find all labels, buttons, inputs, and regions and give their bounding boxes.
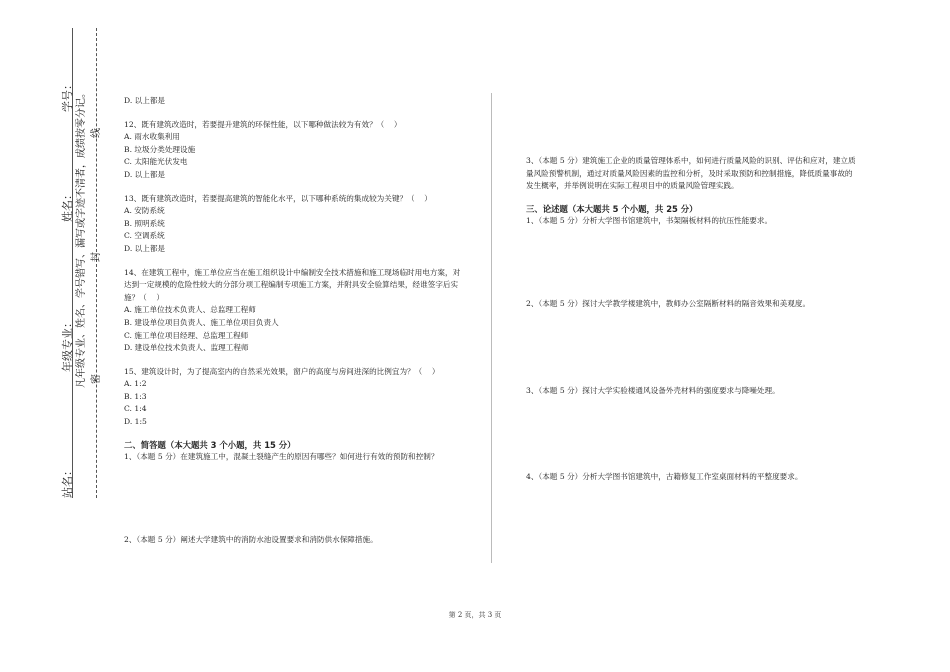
label-station: 站名：	[61, 465, 74, 498]
option: D. 1:5	[124, 417, 147, 427]
option: D. 建设单位技术负责人、监理工程师	[124, 343, 249, 353]
label-student-id: 学号：	[61, 79, 74, 112]
option: B. 建设单位项目负责人、施工单位项目负责人	[124, 317, 279, 327]
label-major: 年级专业：	[61, 317, 74, 372]
seal-char-secret: 密	[91, 374, 102, 384]
essay-question-3: 3、（本题 5 分）探讨大学实验楼通风设备外壳材料的强度要求与降噪处理。	[526, 385, 780, 395]
section-title-short-answer: 二、简答题（本大题共 3 个小题，共 15 分）	[124, 439, 296, 450]
short-answer-question-2: 2、（本题 5 分）阐述大学建筑中的消防水池设置要求和消防供水保障措施。	[124, 534, 378, 544]
column-divider	[491, 93, 492, 563]
page-number: 第 2 页，共 3 页	[448, 611, 502, 619]
question-15	[124, 366, 464, 429]
essay-question-2: 2、（本题 5 分）探讨大学教学楼建筑中，教师办公室隔断材料的隔音效果和美观度。	[526, 298, 811, 308]
option: C. 太阳能光伏发电	[124, 157, 188, 167]
option: D. 以上都是	[124, 169, 166, 179]
option: C. 施工单位项目经理、总监理工程师	[124, 330, 249, 340]
binding-instruction: 凡年级专业、姓名、学号错写、漏写或字迹不清者，成绩按零分记。	[76, 88, 87, 388]
right-column	[526, 155, 856, 484]
question-14	[124, 267, 464, 355]
seal-char-seal: 封	[91, 252, 102, 262]
question-stem: 12、既有建筑改造时，若要提升建筑的环保性能，以下哪种做法较为有效？（ ）	[124, 119, 402, 129]
option: A. 施工单位技术负责人、总监理工程师	[124, 305, 256, 315]
binding-line-dashed	[96, 28, 97, 498]
question-stem: 15、建筑设计时，为了提高室内的自然采光效果，窗户的高度与房间进深的比例宜为？（ ）	[124, 366, 440, 376]
short-answer-question-1: 1、（本题 5 分）在建筑施工中，混凝土裂缝产生的原因有哪些？如何进行有效的预防和控制？	[124, 452, 439, 462]
option: D. 以上都是	[124, 243, 166, 253]
question-13	[124, 193, 464, 256]
label-name: 姓名：	[61, 189, 74, 222]
section-title-essay: 三、论述题（本大题共 5 个小题，共 25 分）	[526, 203, 698, 214]
option: C. 空调系统	[124, 231, 165, 241]
option: B. 1:3	[124, 391, 147, 401]
seal-char-line: 线	[91, 128, 102, 138]
option: B. 垃圾分类处理设施	[124, 144, 196, 154]
option: C. 1:4	[124, 404, 147, 414]
binding-strip	[0, 0, 110, 672]
question-12	[124, 119, 464, 182]
left-column	[124, 95, 464, 546]
option: B. 照明系统	[124, 218, 165, 228]
previous-option-tail: D. 以上都是	[124, 96, 166, 105]
option: A. 安防系统	[124, 206, 165, 216]
essay-question-1: 1、（本题 5 分）分析大学图书馆建筑中，书架隔板材料的抗压性能要求。	[526, 216, 773, 226]
short-answer-question-3: 3、（本题 5 分）建筑施工企业的质量管理体系中，如何进行质量风险的识别、评估和应对，建立质量风险预警机制，通过对质量风险因素的监控和分析，及时采取预防和控制措施，降低质量事故的发生概率，并举例说明在实际工程项目中的质量风险管理实践。	[526, 156, 856, 191]
question-stem: 14、在建筑工程中，施工单位应当在施工组织设计中编制安全技术措施和施工现场临时用电方案，对达到一定规模的危险性较大的分部分项工程编制专项施工方案，并附具安全验算结果，经谁签字后实施？（ ）	[124, 267, 461, 302]
option: A. 雨水收集利用	[124, 132, 180, 142]
essay-question-4: 4、（本题 5 分）分析大学图书馆建筑中，古籍修复工作室桌面材料的平整度要求。	[526, 472, 803, 482]
option: A. 1:2	[124, 379, 147, 389]
question-stem: 13、既有建筑改造时，若要提高建筑的智能化水平，以下哪种系统的集成较为关键？（ ）	[124, 193, 432, 203]
